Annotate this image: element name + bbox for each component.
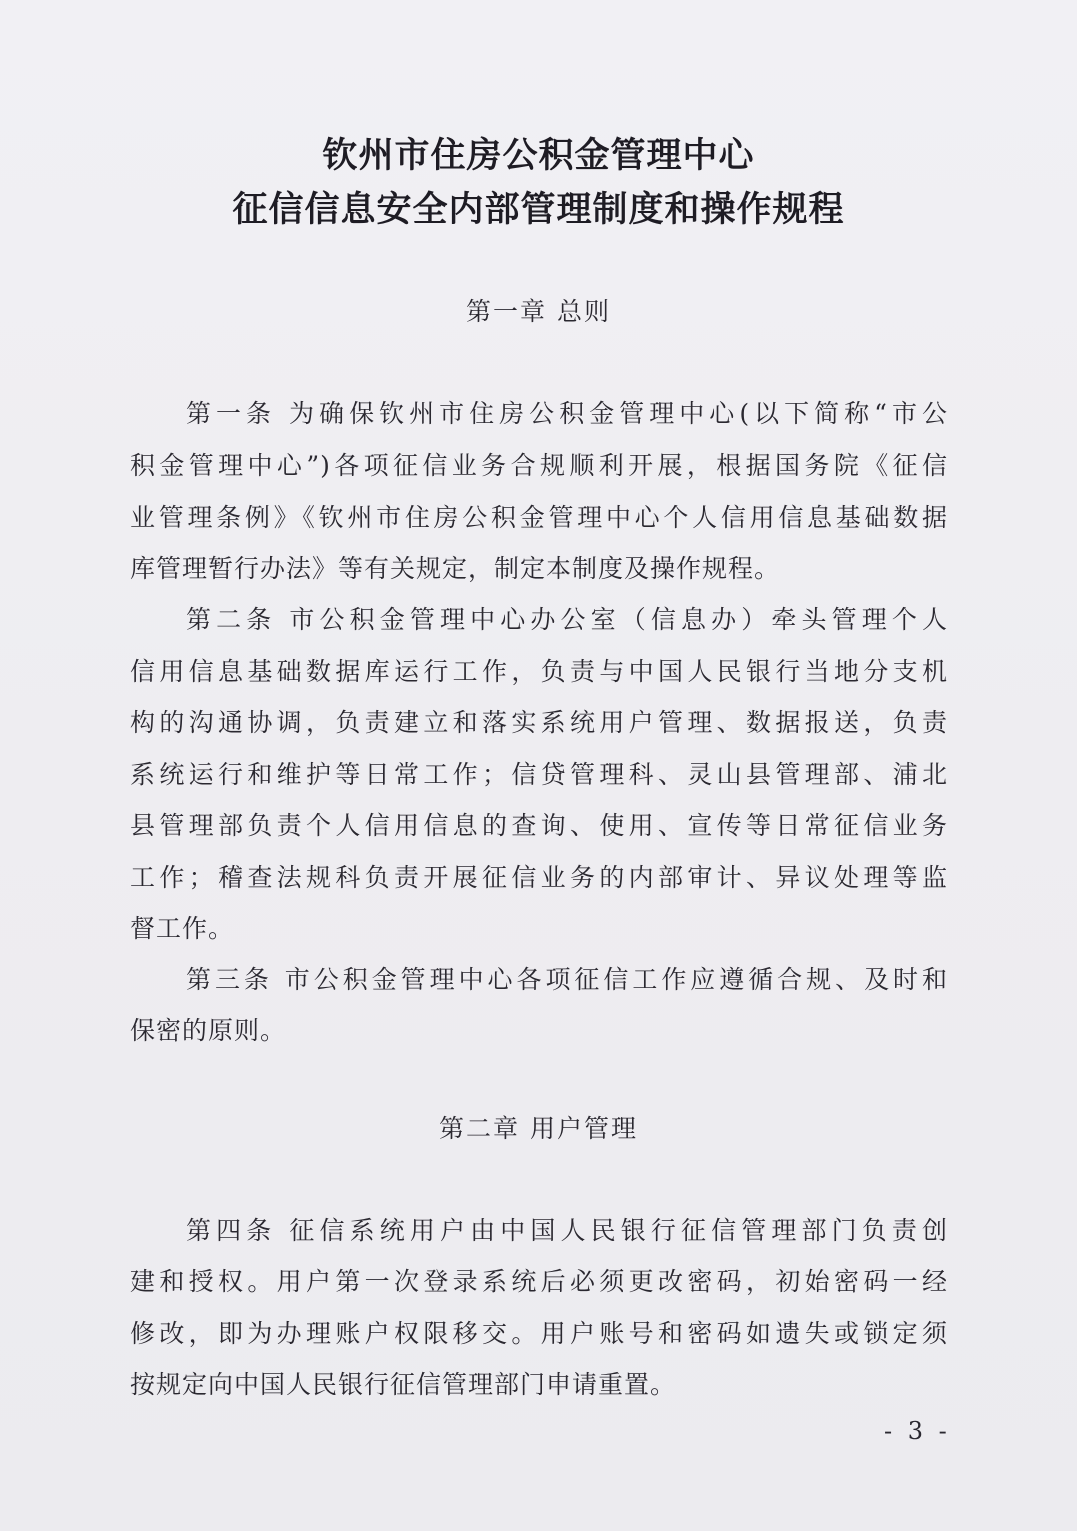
paragraph-line: 系统运行和维护等日常工作；信贷管理科、灵山县管理部、浦北 [130, 760, 948, 789]
paragraph-line: 第二条 市公积金管理中心办公室（信息办）牵头管理个人 [186, 605, 948, 634]
paragraph-line: 构的沟通协调，负责建立和落实系统用户管理、数据报送，负责 [130, 708, 948, 737]
paragraph-line: 第四条 征信系统用户由中国人民银行征信管理部门负责创 [186, 1216, 948, 1245]
paragraph-line: 工作；稽查法规科负责开展征信业务的内部审计、异议处理等监 [130, 863, 948, 892]
paragraph-line: 修改，即为办理账户权限移交。用户账号和密码如遗失或锁定须 [130, 1319, 948, 1348]
paragraph-line: 库管理暂行办法》等有关规定，制定本制度及操作规程。 [130, 554, 781, 583]
paragraph-line: 信用信息基础数据库运行工作，负责与中国人民银行当地分支机 [130, 657, 948, 686]
paragraph-line: 第一条 为确保钦州市住房公积金管理中心(以下简称“市公 [186, 399, 948, 428]
chapter-heading-1: 第一章 总则 [466, 297, 611, 326]
paragraph-line: 县管理部负责个人信用信息的查询、使用、宣传等日常征信业务 [130, 811, 948, 840]
chapter-heading-2: 第二章 用户管理 [439, 1114, 638, 1143]
paragraph-line: 保密的原则。 [130, 1016, 287, 1045]
document-title-line-2: 征信信息安全内部管理制度和操作规程 [232, 190, 845, 230]
paragraph-line: 积金管理中心”)各项征信业务合规顺利开展，根据国务院《征信 [130, 451, 948, 480]
page-number: - 3 - [884, 1417, 951, 1445]
paragraph-line: 第三条 市公积金管理中心各项征信工作应遵循合规、及时和 [186, 965, 948, 994]
paragraph-line: 建和授权。用户第一次登录系统后必须更改密码，初始密码一经 [130, 1267, 948, 1296]
paragraph-line: 按规定向中国人民银行征信管理部门申请重置。 [130, 1370, 677, 1399]
document-title-line-1: 钦州市住房公积金管理中心 [322, 136, 755, 176]
paragraph-line: 督工作。 [130, 914, 235, 943]
paragraph-line: 业管理条例》《钦州市住房公积金管理中心个人信用信息基础数据 [130, 503, 948, 532]
